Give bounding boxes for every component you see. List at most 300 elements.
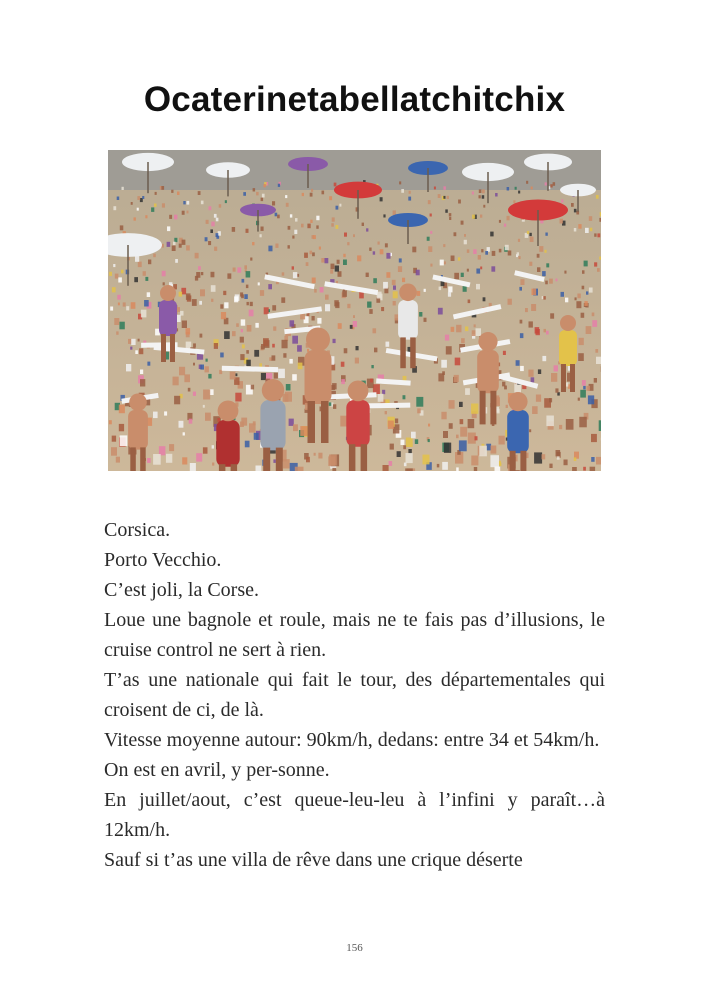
crowd-speck xyxy=(290,320,295,326)
beach-crowd-illustration xyxy=(108,150,601,471)
person-leg xyxy=(490,391,496,425)
person-body xyxy=(346,400,369,447)
crowd-speck xyxy=(235,373,237,376)
crowd-speck xyxy=(122,187,124,190)
crowd-speck xyxy=(184,374,190,382)
crowd-speck xyxy=(591,457,594,462)
crowd-speck xyxy=(480,215,482,218)
crowd-speck xyxy=(214,247,217,251)
crowd-speck xyxy=(350,325,353,329)
crowd-speck xyxy=(594,378,597,383)
crowd-speck xyxy=(208,374,211,379)
crowd-speck xyxy=(353,315,355,318)
crowd-speck xyxy=(404,463,407,467)
crowd-speck xyxy=(224,331,230,339)
crowd-speck xyxy=(357,255,361,261)
crowd-speck xyxy=(574,209,577,213)
crowd-speck xyxy=(135,256,139,262)
crowd-speck xyxy=(343,254,345,257)
crowd-speck xyxy=(163,282,165,285)
crowd-speck xyxy=(434,187,436,190)
crowd-speck xyxy=(175,259,178,263)
crowd-speck xyxy=(123,302,126,306)
crowd-speck xyxy=(538,369,541,374)
crowd-speck xyxy=(261,227,264,231)
crowd-speck xyxy=(114,318,119,325)
crowd-speck xyxy=(371,365,373,368)
crowd-speck xyxy=(162,271,166,277)
crowd-speck xyxy=(519,256,521,259)
crowd-speck xyxy=(261,198,264,202)
crowd-speck xyxy=(192,299,197,306)
crowd-speck xyxy=(492,251,496,256)
crowd-speck xyxy=(386,253,390,259)
crowd-speck xyxy=(443,186,446,190)
crowd-speck xyxy=(380,249,384,254)
crowd-speck xyxy=(544,329,547,333)
crowd-speck xyxy=(295,218,298,222)
paragraph: Porto Vecchio. xyxy=(104,549,222,571)
crowd-speck xyxy=(246,350,249,354)
crowd-speck xyxy=(471,404,478,414)
crowd-speck xyxy=(244,265,247,269)
crowd-speck xyxy=(397,451,401,457)
crowd-speck xyxy=(382,390,385,394)
crowd-speck xyxy=(456,435,459,439)
person-leg xyxy=(276,448,283,471)
crowd-speck xyxy=(151,207,154,212)
crowd-speck xyxy=(505,245,509,250)
crowd-speck xyxy=(199,301,202,305)
crowd-speck xyxy=(475,436,478,440)
crowd-speck xyxy=(388,421,394,429)
crowd-speck xyxy=(553,182,556,186)
crowd-speck xyxy=(529,321,533,327)
crowd-speck xyxy=(111,447,117,456)
crowd-speck xyxy=(119,405,125,414)
crowd-speck xyxy=(167,226,170,231)
crowd-speck xyxy=(116,457,120,463)
crowd-speck xyxy=(252,242,254,245)
crowd-speck xyxy=(141,310,147,318)
crowd-speck xyxy=(273,459,276,463)
crowd-speck xyxy=(320,287,324,293)
crowd-speck xyxy=(446,346,452,354)
crowd-speck xyxy=(147,458,151,463)
crowd-speck xyxy=(155,192,157,195)
crowd-speck xyxy=(449,213,452,216)
crowd-speck xyxy=(428,200,431,204)
crowd-speck xyxy=(423,455,430,465)
crowd-speck xyxy=(392,280,396,285)
crowd-speck xyxy=(380,197,383,201)
person-leg xyxy=(561,364,566,392)
crowd-speck xyxy=(272,355,276,360)
crowd-speck xyxy=(564,460,568,466)
crowd-speck xyxy=(461,273,464,277)
crowd-speck xyxy=(520,279,524,285)
crowd-speck xyxy=(461,338,465,343)
crowd-speck xyxy=(550,184,552,187)
crowd-speck xyxy=(579,338,584,345)
crowd-speck xyxy=(412,247,416,253)
crowd-speck xyxy=(378,394,384,402)
crowd-speck xyxy=(182,321,187,329)
crowd-speck xyxy=(186,328,191,334)
crowd-speck xyxy=(504,224,506,227)
crowd-speck xyxy=(520,333,524,338)
crowd-speck xyxy=(304,253,308,258)
crowd-speck xyxy=(594,233,596,236)
crowd-speck xyxy=(109,272,112,276)
crowd-speck xyxy=(531,377,535,382)
crowd-speck xyxy=(495,467,501,471)
crowd-speck xyxy=(483,297,486,301)
crowd-speck xyxy=(240,422,244,428)
crowd-speck xyxy=(322,191,325,195)
crowd-speck xyxy=(210,229,213,233)
crowd-speck xyxy=(373,328,377,333)
body-text xyxy=(104,515,605,875)
crowd-speck xyxy=(251,385,254,390)
crowd-speck xyxy=(240,354,244,360)
crowd-speck xyxy=(369,248,371,251)
crowd-speck xyxy=(240,292,243,296)
crowd-speck xyxy=(592,320,597,327)
crowd-speck xyxy=(250,258,252,261)
crowd-speck xyxy=(316,225,318,228)
crowd-speck xyxy=(591,434,597,442)
crowd-speck xyxy=(332,468,336,471)
crowd-speck xyxy=(373,278,377,283)
crowd-speck xyxy=(312,316,315,321)
crowd-speck xyxy=(531,187,533,190)
crowd-speck xyxy=(203,405,205,408)
crowd-speck xyxy=(464,234,466,237)
crowd-speck xyxy=(596,357,601,364)
crowd-speck xyxy=(402,278,405,282)
crowd-speck xyxy=(576,301,581,308)
crowd-speck xyxy=(246,271,251,277)
person-leg xyxy=(263,448,270,471)
crowd-speck xyxy=(260,234,262,237)
crowd-speck xyxy=(507,216,510,220)
person-head xyxy=(160,285,176,301)
crowd-speck xyxy=(272,305,276,310)
crowd-speck xyxy=(599,257,601,260)
crowd-speck xyxy=(281,297,285,303)
person-head xyxy=(348,381,369,402)
crowd-speck xyxy=(474,324,476,327)
crowd-speck xyxy=(166,454,172,463)
crowd-speck xyxy=(468,300,471,304)
crowd-speck xyxy=(214,343,218,349)
crowd-speck xyxy=(119,322,124,330)
crowd-speck xyxy=(131,302,136,309)
crowd-speck xyxy=(503,351,506,355)
crowd-speck xyxy=(353,321,357,327)
crowd-speck xyxy=(316,216,319,221)
crowd-speck xyxy=(164,411,167,415)
crowd-speck xyxy=(232,227,235,232)
person-head xyxy=(478,332,497,351)
crowd-speck xyxy=(486,444,491,451)
crowd-speck xyxy=(171,190,173,193)
crowd-speck xyxy=(140,370,143,375)
crowd-speck xyxy=(586,291,588,294)
crowd-speck xyxy=(317,318,321,324)
crowd-speck xyxy=(366,273,369,277)
crowd-speck xyxy=(246,285,249,289)
crowd-speck xyxy=(417,291,421,296)
crowd-speck xyxy=(479,189,482,193)
crowd-speck xyxy=(515,187,517,190)
crowd-speck xyxy=(336,206,339,210)
crowd-speck xyxy=(143,271,146,276)
crowd-speck xyxy=(447,196,449,199)
crowd-speck xyxy=(268,284,272,289)
page-number: 156 xyxy=(346,942,363,954)
crowd-speck xyxy=(577,294,580,299)
person-head xyxy=(306,328,330,352)
person-leg xyxy=(480,391,486,425)
crowd-speck xyxy=(311,189,313,192)
crowd-speck xyxy=(193,343,196,347)
crowd-speck xyxy=(526,181,528,184)
crowd-speck xyxy=(428,439,430,442)
crowd-speck xyxy=(126,306,129,310)
crowd-speck xyxy=(408,197,411,201)
crowd-speck xyxy=(325,304,330,311)
crowd-speck xyxy=(525,308,528,312)
crowd-speck xyxy=(536,395,541,402)
crowd-speck xyxy=(313,235,316,239)
crowd-speck xyxy=(230,372,236,380)
crowd-speck xyxy=(549,398,552,402)
crowd-speck xyxy=(201,201,204,205)
crowd-speck xyxy=(546,263,549,267)
crowd-speck xyxy=(120,225,124,230)
crowd-speck xyxy=(597,233,600,237)
crowd-speck xyxy=(142,196,144,199)
crowd-speck xyxy=(592,313,595,317)
crowd-speck xyxy=(145,277,148,281)
crowd-speck xyxy=(456,325,461,333)
crowd-speck xyxy=(451,327,455,332)
crowd-speck xyxy=(268,246,272,252)
crowd-speck xyxy=(401,189,404,193)
crowd-speck xyxy=(240,337,244,343)
crowd-speck xyxy=(235,393,241,402)
crowd-speck xyxy=(555,388,558,392)
crowd-speck xyxy=(458,257,460,260)
crowd-speck xyxy=(128,339,132,344)
crowd-speck xyxy=(292,374,297,380)
crowd-speck xyxy=(179,292,183,297)
paragraph: Corsica. xyxy=(104,519,171,541)
crowd-speck xyxy=(115,274,119,279)
crowd-speck xyxy=(513,200,515,203)
crowd-speck xyxy=(490,455,499,467)
crowd-speck xyxy=(584,301,587,306)
crowd-speck xyxy=(131,202,133,205)
crowd-speck xyxy=(148,260,151,265)
crowd-speck xyxy=(179,367,185,376)
crowd-speck xyxy=(454,232,457,236)
crowd-speck xyxy=(314,289,317,293)
crowd-speck xyxy=(300,426,307,436)
crowd-speck xyxy=(438,308,443,315)
crowd-speck xyxy=(480,267,482,270)
crowd-speck xyxy=(406,438,413,448)
crowd-speck xyxy=(314,453,316,456)
crowd-speck xyxy=(582,380,586,386)
crowd-speck xyxy=(116,331,118,334)
crowd-speck xyxy=(179,421,184,428)
crowd-speck xyxy=(405,468,413,471)
crowd-speck xyxy=(121,270,124,274)
crowd-speck xyxy=(542,271,546,276)
crowd-speck xyxy=(216,218,219,222)
crowd-speck xyxy=(200,365,204,370)
person-head xyxy=(399,284,417,302)
crowd-speck xyxy=(227,273,231,278)
crowd-speck xyxy=(264,307,269,314)
crowd-speck xyxy=(181,288,186,295)
crowd-speck xyxy=(189,419,193,424)
crowd-speck xyxy=(205,413,211,421)
crowd-speck xyxy=(472,330,476,336)
person-leg xyxy=(219,464,226,471)
crowd-speck xyxy=(242,279,245,283)
person-body xyxy=(477,350,499,393)
paragraph: On est en avril, y per-sonne. xyxy=(104,759,330,781)
crowd-speck xyxy=(442,462,448,470)
crowd-speck xyxy=(341,379,345,384)
person-leg xyxy=(410,337,416,368)
crowd-speck xyxy=(495,193,498,197)
person-leg xyxy=(570,364,575,392)
crowd-speck xyxy=(109,420,112,424)
crowd-speck xyxy=(600,212,601,217)
crowd-speck xyxy=(275,213,278,217)
crowd-speck xyxy=(209,206,212,210)
crowd-speck xyxy=(531,304,536,311)
crowd-speck xyxy=(221,312,226,319)
crowd-speck xyxy=(187,211,189,214)
crowd-speck xyxy=(566,419,574,430)
crowd-speck xyxy=(310,251,313,255)
crowd-speck xyxy=(499,436,505,445)
crowd-speck xyxy=(506,405,508,408)
crowd-speck xyxy=(424,318,427,322)
crowd-speck xyxy=(584,261,588,267)
crowd-speck xyxy=(554,365,558,371)
crowd-speck xyxy=(444,443,451,453)
crowd-speck xyxy=(283,353,286,358)
crowd-speck xyxy=(390,444,394,450)
crowd-speck xyxy=(312,252,315,256)
crowd-speck xyxy=(579,417,587,428)
crowd-speck xyxy=(438,194,441,198)
crowd-speck xyxy=(344,233,347,237)
crowd-speck xyxy=(211,299,213,302)
crowd-speck xyxy=(216,233,219,237)
crowd-speck xyxy=(282,340,288,349)
crowd-speck xyxy=(242,344,245,348)
crowd-speck xyxy=(119,424,124,431)
crowd-speck xyxy=(441,412,446,420)
crowd-speck xyxy=(467,269,469,272)
crowd-speck xyxy=(590,467,596,471)
crowd-speck xyxy=(250,302,253,306)
person-body xyxy=(398,300,418,340)
crowd-speck xyxy=(140,379,145,386)
crowd-speck xyxy=(455,358,461,366)
crowd-speck xyxy=(177,307,180,312)
crowd-speck xyxy=(277,215,280,219)
crowd-speck xyxy=(254,433,259,440)
crowd-speck xyxy=(499,220,501,223)
crowd-speck xyxy=(417,408,421,413)
crowd-speck xyxy=(319,247,321,250)
crowd-speck xyxy=(246,360,251,366)
crowd-speck xyxy=(482,195,485,199)
crowd-speck xyxy=(403,395,406,399)
crowd-speck xyxy=(174,396,180,405)
crowd-speck xyxy=(356,346,359,350)
crowd-speck xyxy=(278,369,285,378)
crowd-speck xyxy=(290,214,292,217)
crowd-speck xyxy=(532,406,538,414)
crowd-speck xyxy=(113,264,115,267)
crowd-speck xyxy=(159,446,166,455)
crowd-speck xyxy=(147,292,150,297)
crowd-speck xyxy=(532,289,537,296)
crowd-speck xyxy=(476,269,480,274)
crowd-speck xyxy=(137,196,140,200)
crowd-speck xyxy=(335,266,339,272)
crowd-speck xyxy=(219,204,222,208)
crowd-speck xyxy=(362,223,364,226)
crowd-speck xyxy=(443,196,445,199)
crowd-speck xyxy=(468,419,475,428)
crowd-speck xyxy=(518,239,520,242)
person-head xyxy=(560,315,576,331)
crowd-speck xyxy=(359,292,364,298)
crowd-speck xyxy=(183,432,185,435)
crowd-speck xyxy=(120,435,128,446)
person-leg xyxy=(400,337,406,368)
person-leg xyxy=(510,451,516,471)
crowd-speck xyxy=(310,220,312,223)
crowd-speck xyxy=(264,184,266,187)
crowd-speck xyxy=(243,192,246,196)
crowd-speck xyxy=(456,467,459,471)
crowd-speck xyxy=(430,264,432,267)
crowd-speck xyxy=(556,279,558,282)
crowd-speck xyxy=(578,353,584,361)
crowd-speck xyxy=(214,214,217,218)
crowd-speck xyxy=(333,339,336,343)
crowd-speck xyxy=(557,392,560,395)
crowd-speck xyxy=(353,234,355,237)
crowd-speck xyxy=(211,272,215,278)
beach-photo xyxy=(108,150,601,471)
crowd-speck xyxy=(173,377,179,386)
crowd-speck xyxy=(134,217,136,220)
crowd-speck xyxy=(409,191,411,194)
